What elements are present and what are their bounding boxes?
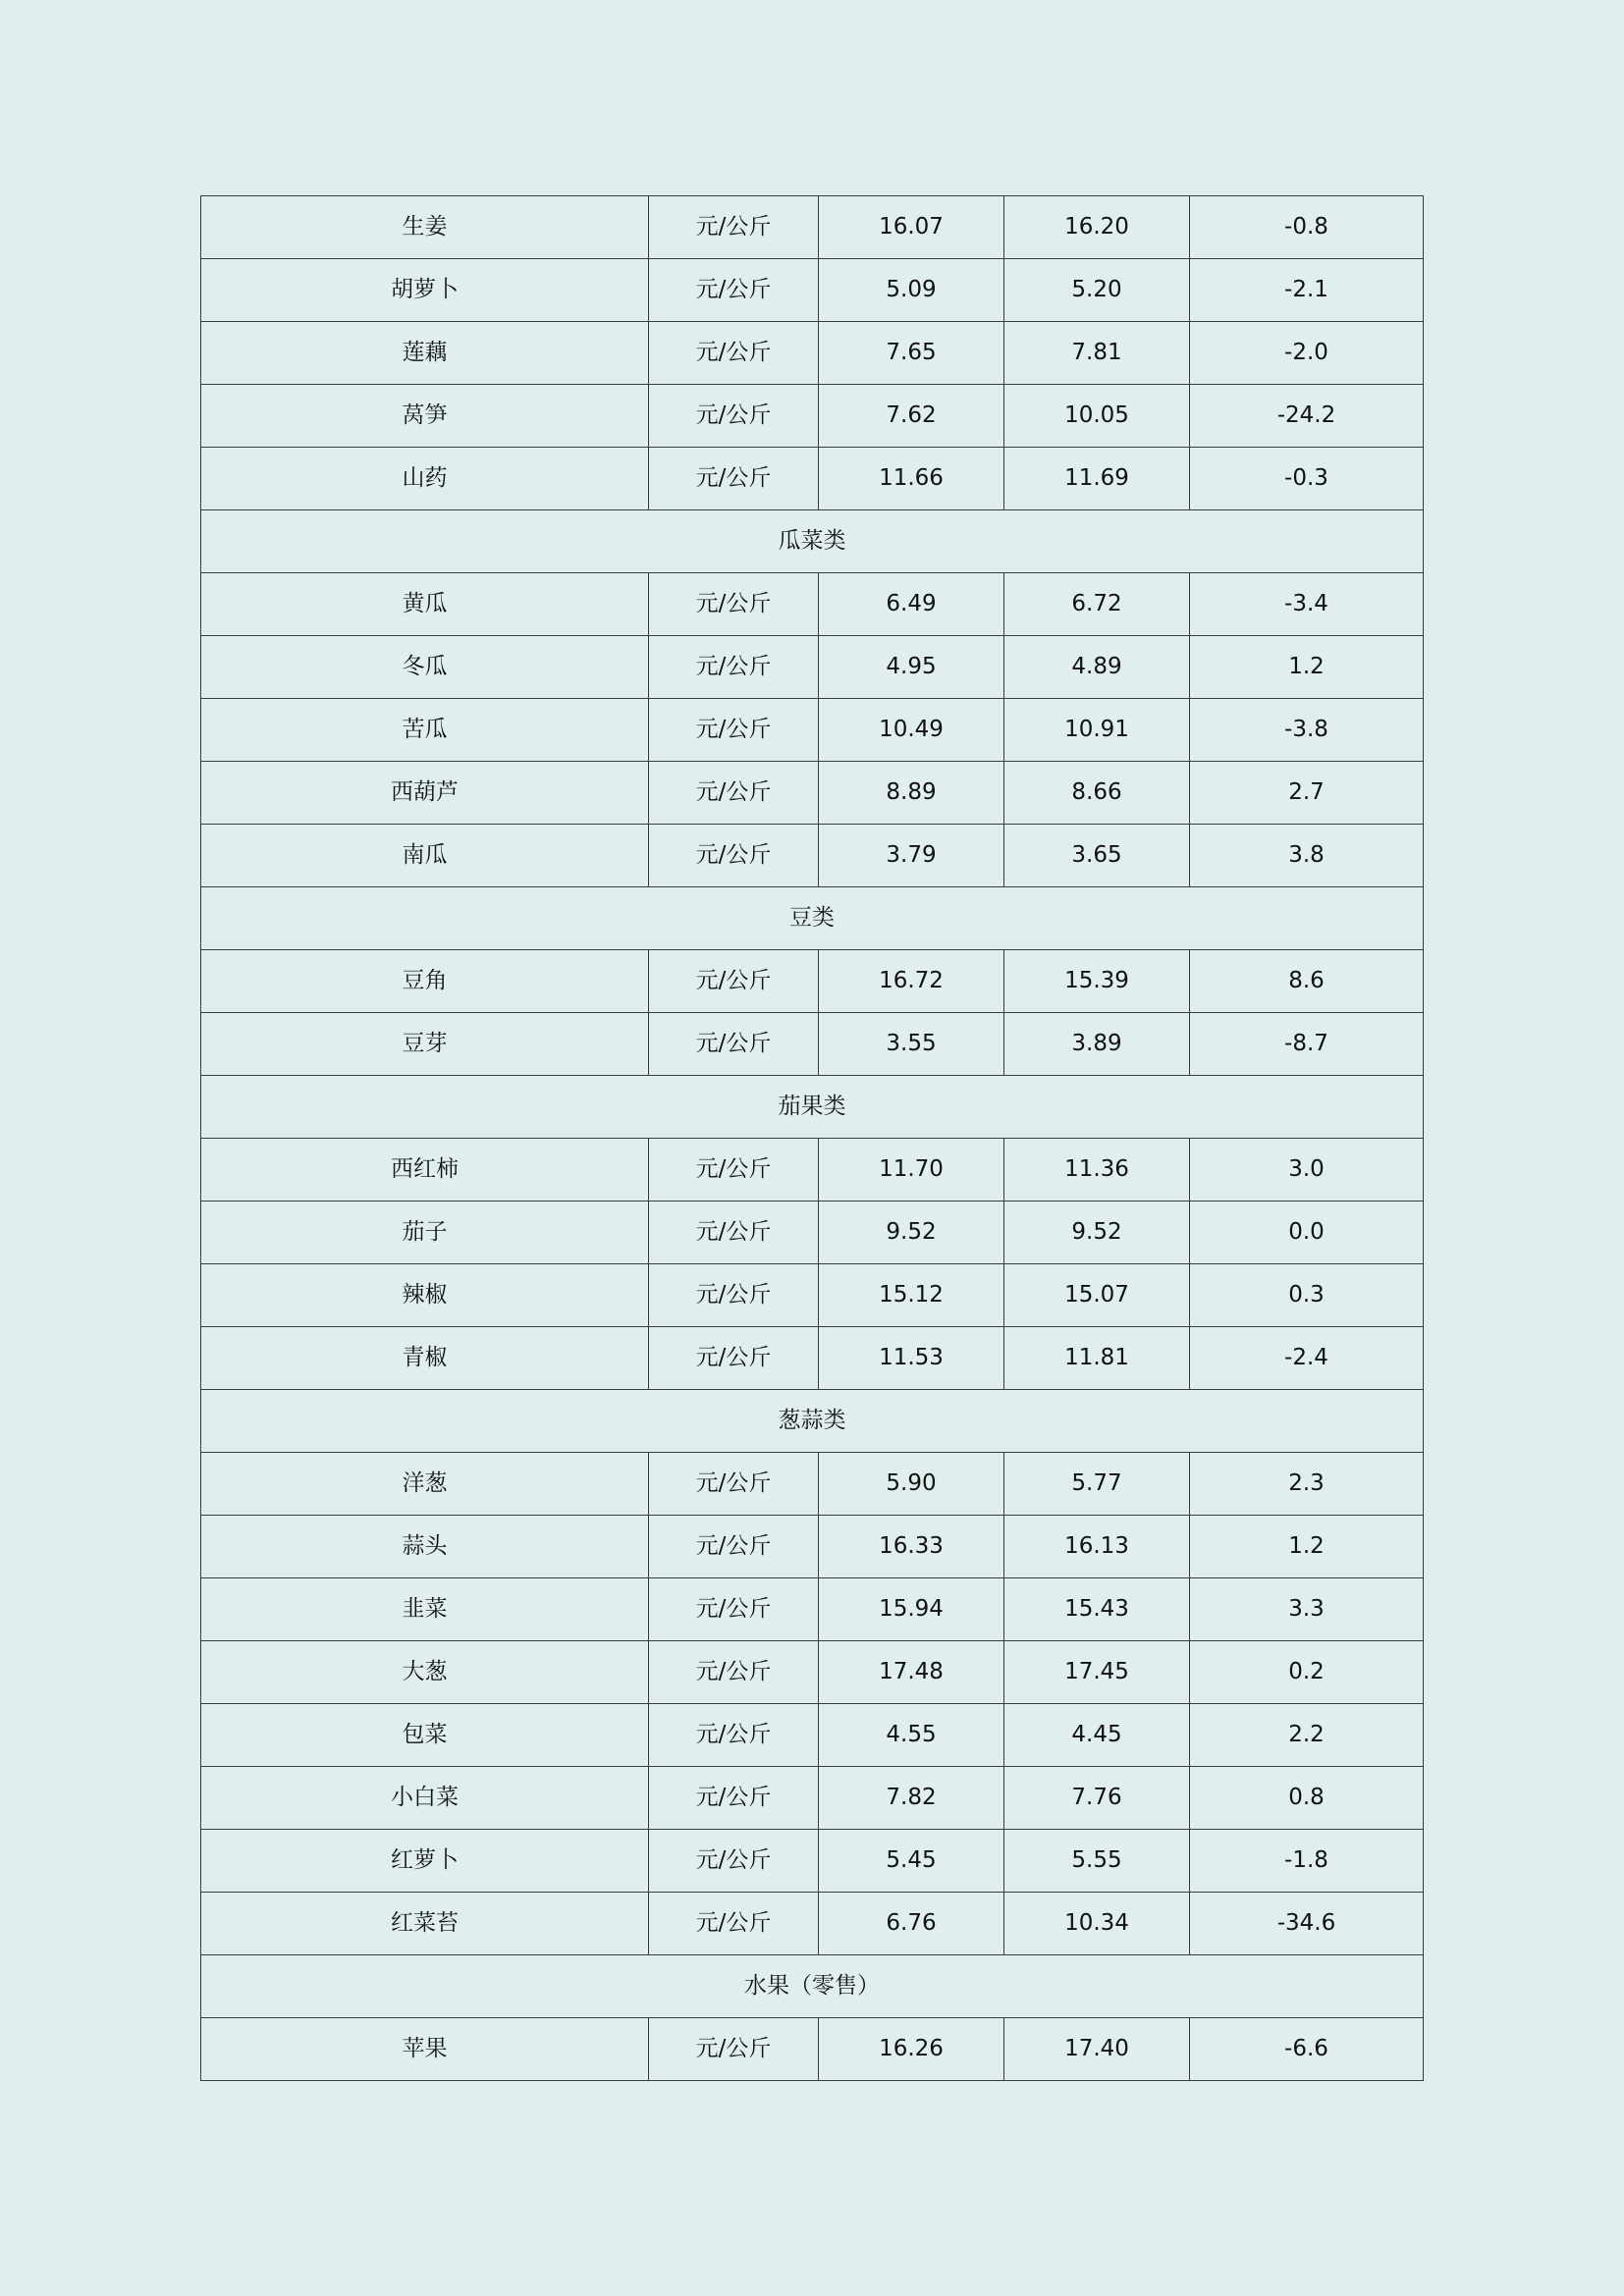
category-row (201, 510, 1424, 573)
table-row (201, 1893, 1424, 1955)
unit-cell: 元/公斤 (649, 1830, 819, 1893)
item-name-cell: 洋葱 (201, 1453, 649, 1516)
item-name-cell: 生姜 (201, 196, 649, 259)
current-price-cell: 7.65 (819, 322, 1004, 385)
current-price-cell: 4.55 (819, 1704, 1004, 1767)
table-row (201, 2018, 1424, 2081)
previous-price-cell: 10.91 (1004, 699, 1190, 762)
category-row (201, 887, 1424, 950)
change-percent-cell: 2.7 (1190, 762, 1424, 825)
current-price-cell: 5.90 (819, 1453, 1004, 1516)
table-row (201, 196, 1424, 259)
item-name-cell: 莲藕 (201, 322, 649, 385)
change-percent-cell: -2.1 (1190, 259, 1424, 322)
change-percent-cell: -3.4 (1190, 573, 1424, 636)
category-row (201, 1390, 1424, 1453)
unit-cell: 元/公斤 (649, 448, 819, 510)
current-price-cell: 16.72 (819, 950, 1004, 1013)
item-name-cell: 韭菜 (201, 1578, 649, 1641)
change-percent-cell: 2.2 (1190, 1704, 1424, 1767)
change-percent-cell: 3.8 (1190, 825, 1424, 887)
table-row (201, 322, 1424, 385)
change-percent-cell: -24.2 (1190, 385, 1424, 448)
previous-price-cell: 4.89 (1004, 636, 1190, 699)
previous-price-cell: 10.34 (1004, 1893, 1190, 1955)
unit-cell: 元/公斤 (649, 385, 819, 448)
unit-cell: 元/公斤 (649, 1767, 819, 1830)
table-row (201, 1578, 1424, 1641)
change-percent-cell: -8.7 (1190, 1013, 1424, 1076)
item-name-cell: 茄子 (201, 1201, 649, 1264)
table-row (201, 1453, 1424, 1516)
item-name-cell: 胡萝卜 (201, 259, 649, 322)
previous-price-cell: 11.81 (1004, 1327, 1190, 1390)
change-percent-cell: 0.0 (1190, 1201, 1424, 1264)
current-price-cell: 7.62 (819, 385, 1004, 448)
item-name-cell: 豆芽 (201, 1013, 649, 1076)
price-table (200, 195, 1424, 2081)
previous-price-cell: 16.20 (1004, 196, 1190, 259)
table-row (201, 1516, 1424, 1578)
item-name-cell: 辣椒 (201, 1264, 649, 1327)
change-percent-cell: 3.3 (1190, 1578, 1424, 1641)
unit-cell: 元/公斤 (649, 196, 819, 259)
unit-cell: 元/公斤 (649, 950, 819, 1013)
unit-cell: 元/公斤 (649, 1013, 819, 1076)
unit-cell: 元/公斤 (649, 573, 819, 636)
current-price-cell: 17.48 (819, 1641, 1004, 1704)
previous-price-cell: 15.07 (1004, 1264, 1190, 1327)
item-name-cell: 南瓜 (201, 825, 649, 887)
current-price-cell: 16.33 (819, 1516, 1004, 1578)
previous-price-cell: 4.45 (1004, 1704, 1190, 1767)
price-table-body (201, 196, 1424, 2081)
change-percent-cell: -0.8 (1190, 196, 1424, 259)
unit-cell: 元/公斤 (649, 322, 819, 385)
item-name-cell: 苹果 (201, 2018, 649, 2081)
table-row (201, 1201, 1424, 1264)
table-row (201, 825, 1424, 887)
category-label: 豆类 (201, 887, 1424, 950)
table-row (201, 259, 1424, 322)
item-name-cell: 莴笋 (201, 385, 649, 448)
current-price-cell: 7.82 (819, 1767, 1004, 1830)
item-name-cell: 蒜头 (201, 1516, 649, 1578)
change-percent-cell: 1.2 (1190, 636, 1424, 699)
unit-cell: 元/公斤 (649, 1516, 819, 1578)
change-percent-cell: 8.6 (1190, 950, 1424, 1013)
change-percent-cell: -2.4 (1190, 1327, 1424, 1390)
table-row (201, 1641, 1424, 1704)
table-row (201, 1264, 1424, 1327)
table-row (201, 385, 1424, 448)
table-row (201, 1327, 1424, 1390)
change-percent-cell: -0.3 (1190, 448, 1424, 510)
current-price-cell: 3.79 (819, 825, 1004, 887)
unit-cell: 元/公斤 (649, 1264, 819, 1327)
table-row (201, 573, 1424, 636)
unit-cell: 元/公斤 (649, 1641, 819, 1704)
current-price-cell: 11.66 (819, 448, 1004, 510)
category-label: 茄果类 (201, 1076, 1424, 1139)
item-name-cell: 红萝卜 (201, 1830, 649, 1893)
item-name-cell: 包菜 (201, 1704, 649, 1767)
previous-price-cell: 3.89 (1004, 1013, 1190, 1076)
previous-price-cell: 5.55 (1004, 1830, 1190, 1893)
change-percent-cell: 1.2 (1190, 1516, 1424, 1578)
change-percent-cell: 2.3 (1190, 1453, 1424, 1516)
unit-cell: 元/公斤 (649, 1704, 819, 1767)
current-price-cell: 6.49 (819, 573, 1004, 636)
previous-price-cell: 3.65 (1004, 825, 1190, 887)
previous-price-cell: 5.77 (1004, 1453, 1190, 1516)
table-row (201, 1830, 1424, 1893)
change-percent-cell: 0.2 (1190, 1641, 1424, 1704)
current-price-cell: 16.26 (819, 2018, 1004, 2081)
table-row (201, 1013, 1424, 1076)
item-name-cell: 冬瓜 (201, 636, 649, 699)
previous-price-cell: 16.13 (1004, 1516, 1190, 1578)
current-price-cell: 4.95 (819, 636, 1004, 699)
previous-price-cell: 11.69 (1004, 448, 1190, 510)
item-name-cell: 豆角 (201, 950, 649, 1013)
item-name-cell: 大葱 (201, 1641, 649, 1704)
unit-cell: 元/公斤 (649, 1453, 819, 1516)
previous-price-cell: 17.45 (1004, 1641, 1190, 1704)
unit-cell: 元/公斤 (649, 1893, 819, 1955)
category-label: 水果（零售） (201, 1955, 1424, 2018)
table-row (201, 950, 1424, 1013)
unit-cell: 元/公斤 (649, 1201, 819, 1264)
unit-cell: 元/公斤 (649, 1327, 819, 1390)
item-name-cell: 小白菜 (201, 1767, 649, 1830)
category-label: 葱蒜类 (201, 1390, 1424, 1453)
unit-cell: 元/公斤 (649, 1578, 819, 1641)
previous-price-cell: 10.05 (1004, 385, 1190, 448)
change-percent-cell: -6.6 (1190, 2018, 1424, 2081)
previous-price-cell: 11.36 (1004, 1139, 1190, 1201)
current-price-cell: 16.07 (819, 196, 1004, 259)
unit-cell: 元/公斤 (649, 636, 819, 699)
current-price-cell: 9.52 (819, 1201, 1004, 1264)
current-price-cell: 8.89 (819, 762, 1004, 825)
table-row (201, 1767, 1424, 1830)
current-price-cell: 6.76 (819, 1893, 1004, 1955)
previous-price-cell: 7.81 (1004, 322, 1190, 385)
change-percent-cell: 0.8 (1190, 1767, 1424, 1830)
current-price-cell: 3.55 (819, 1013, 1004, 1076)
current-price-cell: 10.49 (819, 699, 1004, 762)
previous-price-cell: 15.39 (1004, 950, 1190, 1013)
item-name-cell: 青椒 (201, 1327, 649, 1390)
table-row (201, 699, 1424, 762)
unit-cell: 元/公斤 (649, 825, 819, 887)
change-percent-cell: -34.6 (1190, 1893, 1424, 1955)
category-row (201, 1076, 1424, 1139)
item-name-cell: 苦瓜 (201, 699, 649, 762)
change-percent-cell: -2.0 (1190, 322, 1424, 385)
current-price-cell: 11.70 (819, 1139, 1004, 1201)
change-percent-cell: -3.8 (1190, 699, 1424, 762)
category-row (201, 1955, 1424, 2018)
current-price-cell: 5.09 (819, 259, 1004, 322)
change-percent-cell: 3.0 (1190, 1139, 1424, 1201)
previous-price-cell: 17.40 (1004, 2018, 1190, 2081)
table-row (201, 448, 1424, 510)
previous-price-cell: 15.43 (1004, 1578, 1190, 1641)
previous-price-cell: 8.66 (1004, 762, 1190, 825)
unit-cell: 元/公斤 (649, 2018, 819, 2081)
previous-price-cell: 5.20 (1004, 259, 1190, 322)
previous-price-cell: 6.72 (1004, 573, 1190, 636)
current-price-cell: 15.12 (819, 1264, 1004, 1327)
item-name-cell: 西红柿 (201, 1139, 649, 1201)
item-name-cell: 西葫芦 (201, 762, 649, 825)
change-percent-cell: 0.3 (1190, 1264, 1424, 1327)
item-name-cell: 红菜苔 (201, 1893, 649, 1955)
item-name-cell: 山药 (201, 448, 649, 510)
table-row (201, 1704, 1424, 1767)
table-row (201, 636, 1424, 699)
item-name-cell: 黄瓜 (201, 573, 649, 636)
unit-cell: 元/公斤 (649, 699, 819, 762)
table-row (201, 1139, 1424, 1201)
current-price-cell: 15.94 (819, 1578, 1004, 1641)
change-percent-cell: -1.8 (1190, 1830, 1424, 1893)
unit-cell: 元/公斤 (649, 1139, 819, 1201)
previous-price-cell: 9.52 (1004, 1201, 1190, 1264)
current-price-cell: 5.45 (819, 1830, 1004, 1893)
unit-cell: 元/公斤 (649, 762, 819, 825)
previous-price-cell: 7.76 (1004, 1767, 1190, 1830)
table-row (201, 762, 1424, 825)
unit-cell: 元/公斤 (649, 259, 819, 322)
current-price-cell: 11.53 (819, 1327, 1004, 1390)
category-label: 瓜菜类 (201, 510, 1424, 573)
